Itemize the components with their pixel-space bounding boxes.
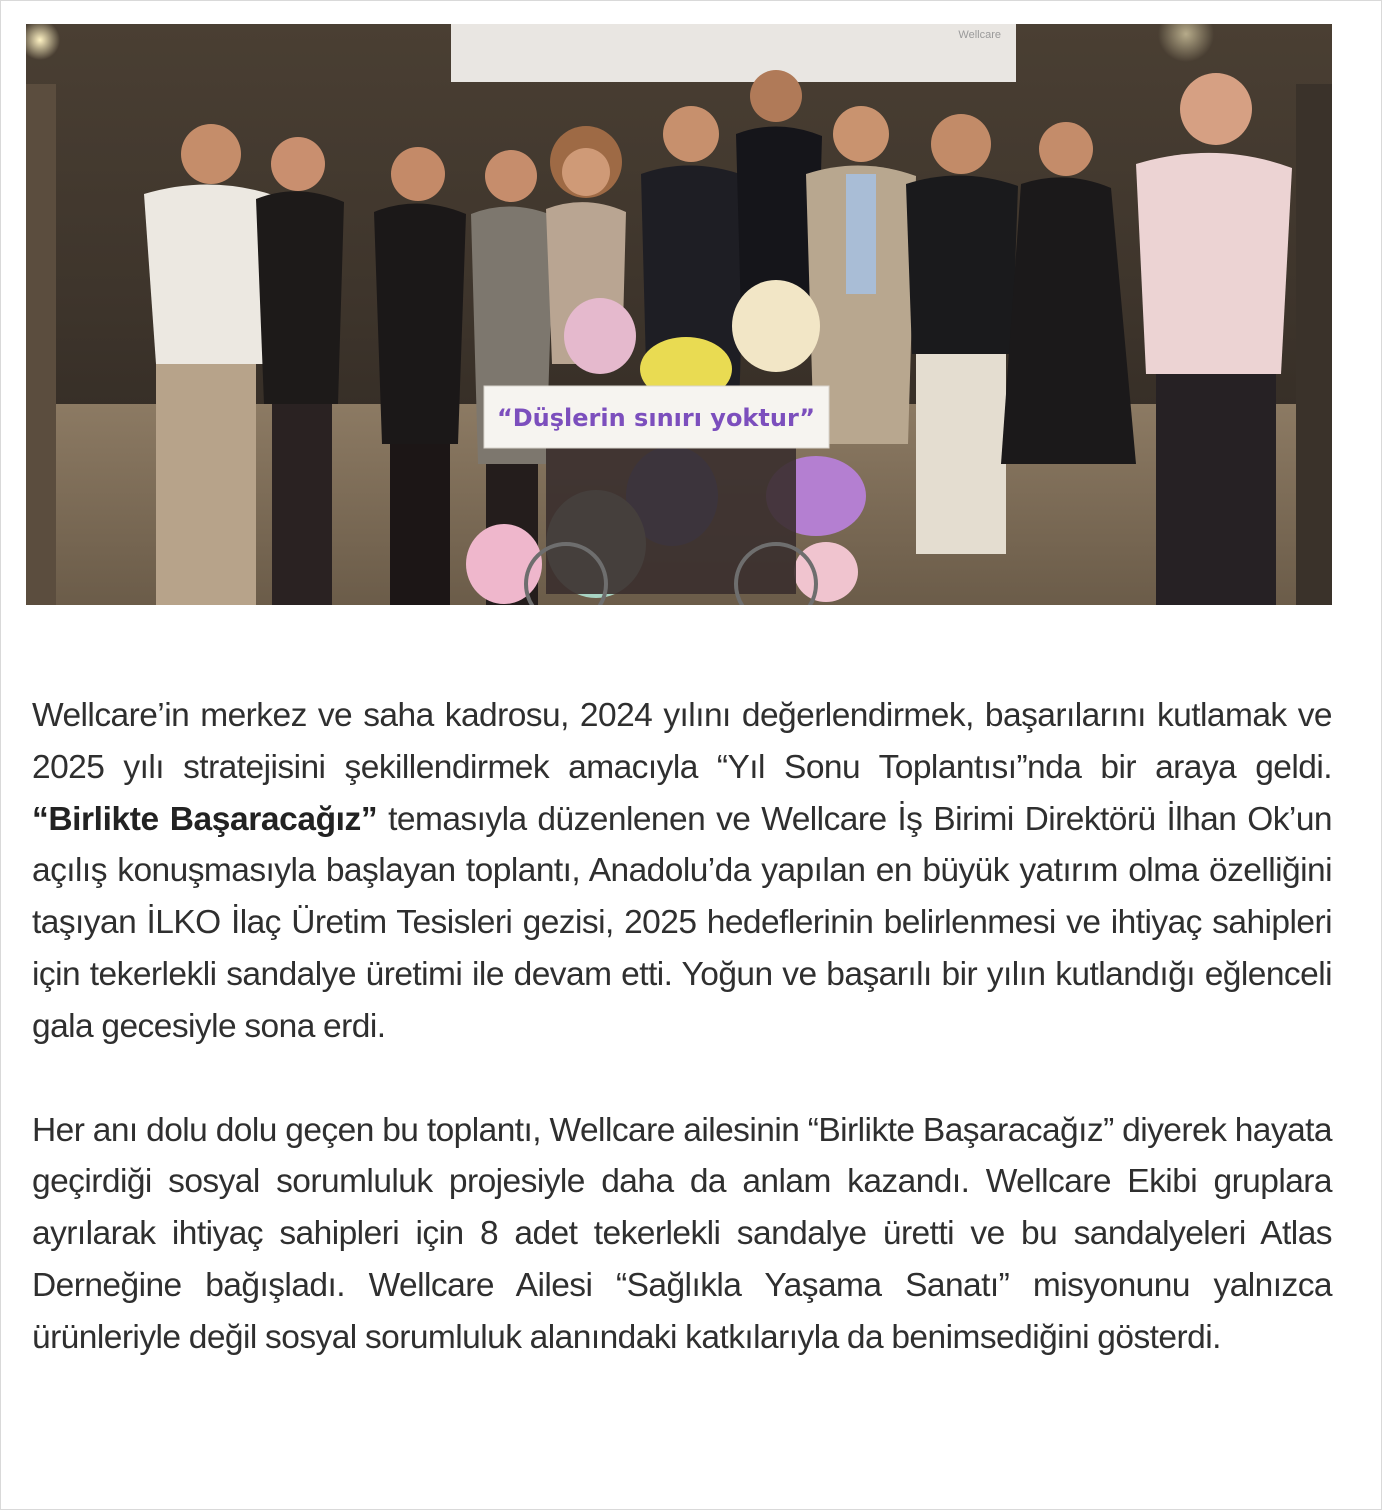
paragraph-1 [32,690,1332,1053]
paragraph-1-start: Wellcare’in merkez ve saha kadrosu, 2024 yılını değerlendirmek, başarılarını kutlamak ve 2025 yılı stratejisini şekillendirmek amacıyla “Yıl Sonu Toplantısı”nda bir araya geldi. [32,697,1332,786]
screen-text: Wellcare [958,29,1001,41]
group-photo [26,24,1332,605]
theme-highlight: “Birlikte Başaracağız” [32,800,378,838]
article-body [32,690,1332,1364]
sign-text: “Düşlerin sınırı yoktur” [496,404,816,432]
wheelchair [526,444,816,605]
paragraph-1-end: temasıyla düzenlenen ve Wellcare İş Birimi Direktörü İlhan Ok’un açılış konuşmasıyla başlayan toplantı, Anadolu’da yapılan en büyük yatırım olma özelliğini taşıyan İLKO İlaç Üretim Tesisleri gezisi, 2025 hedeflerinin belirlenmesi ve ihtiyaç sahipleri için tekerlekli sandalye üretimi ile devam etti. Yoğun ve başarılı bir yılın kutlandığı eğlenceli gala gecesiyle sona erdi. [32,800,1332,1045]
paragraph-2: Her anı dolu dolu geçen bu toplantı, Wellcare ailesinin “Birlikte Başaracağız” diyerek hayata geçirdiği sosyal sorumluluk projesiyle daha da anlam kazandı. Wellcare Ekibi gruplara ayrılarak ihtiyaç sahipleri için 8 adet tekerlekli sandalye üretti ve bu sandalyeleri Atlas Derneğine bağışladı. Wellcare Ailesi “Sağlıkla Yaşama Sanatı” misyonunu yalnızca ürünleriyle değil sosyal sorumluluk alanındaki katkılarıyla da benimsediğini gösterdi. [32,1111,1332,1356]
slogan-sign [484,386,829,448]
